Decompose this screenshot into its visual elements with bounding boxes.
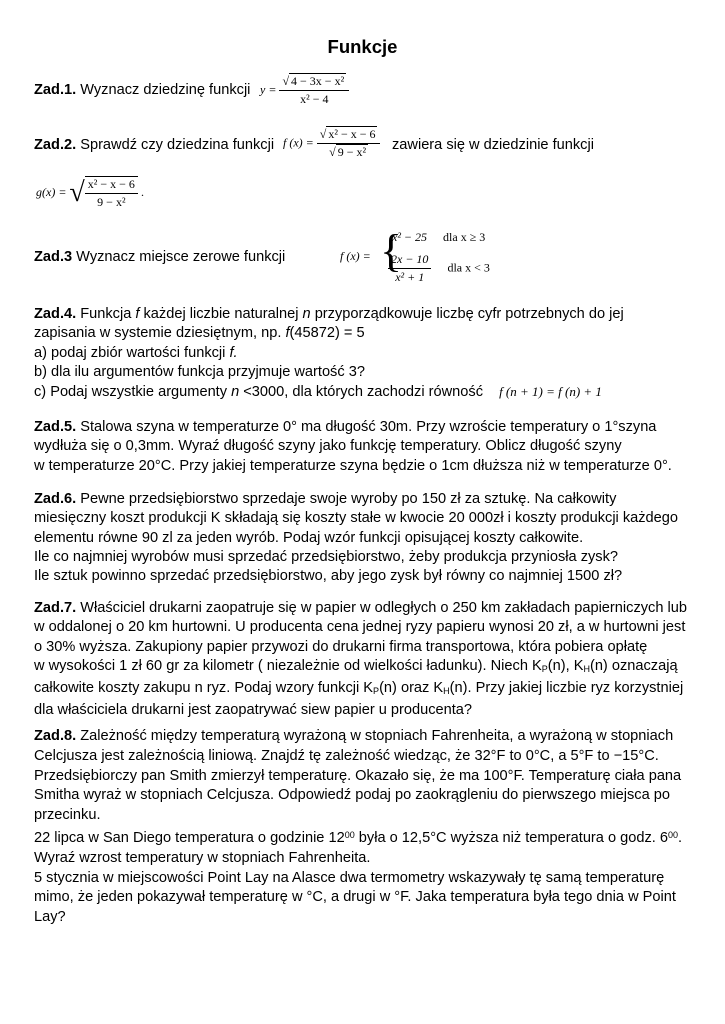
task-4-line-5n: n — [231, 384, 240, 401]
task-3-case-1-expr: x² − 25 — [392, 230, 428, 244]
task-3-brace: { — [380, 225, 403, 276]
task-2-label: Zad.2. — [34, 137, 77, 153]
task-6-line-5: Ile sztuk powinno sprzedać przedsiębiorstwo, aby jego zysk był równy co najmniej 1500 zł? — [34, 568, 623, 585]
task-7-line-5-sub-p: P — [373, 686, 380, 697]
task-7-line-5-sub-h: H — [443, 686, 450, 697]
task-3-label: Zad.3 — [34, 249, 73, 265]
task-5-line-3: w temperaturze 20°C. Przy jakiej temperaturze szyna będzie o 1cm dłuższa niż w temperaturze 0°. — [34, 457, 672, 474]
task-2-g-numerator: x² − x − 6 — [85, 177, 138, 194]
task-1-label: Zad.1. — [34, 82, 77, 98]
task-7-line-3: o 30% wyższa. Zakupiony papier przywozi do drukarni firma transportowa, która pobiera opłatę — [34, 638, 648, 655]
task-7-line-4a: w wysokości 1 zł 60 gr za kilometr ( niezależnie od wielkości ładunku). Niech K — [34, 657, 542, 674]
task-4 — [34, 305, 694, 402]
task-7-line-5b: (n) oraz K — [379, 680, 444, 697]
task-4-line-1f: f — [135, 306, 140, 322]
task-1-text: Wyznacz dziedzinę funkcji — [76, 82, 251, 98]
task-3-case-2-cond: dla x < 3 — [447, 260, 490, 275]
task-2-f-fraction: $\frac{\text{√ x² − x − 6}}{\text{√ 9 − x²}}$ — [317, 127, 381, 160]
task-4-line-2b: (45872) = 5 — [289, 325, 365, 342]
task-2-g-fraction — [85, 176, 138, 210]
task-1 — [34, 81, 694, 100]
task-6-line-2: miesięczny koszt produkcji K składają się koszty stałe w kwocie 20 000zł i koszty produkcji każdego — [34, 510, 679, 527]
task-8-line-4: Smitha wyraż w stopniach Celcjusza. Odpowiedź podaj po zaokrągleniu do pierwszego miejsca po — [34, 787, 670, 804]
task-4-line-1n: n — [302, 306, 311, 322]
task-7-line-4b: (n), K — [547, 657, 584, 674]
task-6-line-1: Pewne przedsiębiorstwo sprzedaje swoje wyroby po 150 zł za sztukę. Na całkowity — [76, 491, 617, 507]
task-3-case-1-cond: dla x ≥ 3 — [443, 230, 486, 244]
task-4-line-1b: każdej liczbie naturalnej — [139, 306, 303, 322]
task-8-line-2: Celcjusza jest zależnością liniową. Znajdź tę zależność wiedząc, że 32°F to 0°C, a 5°F to −15°C. — [34, 747, 659, 764]
task-8-line-6c: . — [678, 829, 683, 846]
task-2-dot: . — [140, 184, 144, 199]
task-1-numerator: 4 − 3x − x² — [291, 74, 345, 88]
task-4-line-4: b) dla ilu argumentów funkcja przyjmuje wartość 3? — [34, 363, 365, 380]
task-3-case-1 — [392, 230, 485, 245]
task-2-g-lhs: g(x) = — [36, 184, 67, 199]
task-8-line-7: Wyraź wzrost temperatury w stopniach Fahrenheita. — [34, 849, 371, 866]
task-8-label: Zad.8. — [34, 728, 77, 744]
task-2-g-formula: g(x) = √ $\frac{\text{x² − x − 6}}{\text{9 − x²}}$ . — [36, 177, 144, 209]
task-6 — [34, 490, 694, 586]
page-title: Funkcje — [327, 36, 398, 57]
task-2-f-lhs: f (x) = — [283, 135, 314, 150]
task-5-label: Zad.5. — [34, 419, 77, 435]
task-4-line-1c: przyporządkowuje liczbę cyfr potrzebnych do jej — [310, 306, 624, 322]
task-4-label: Zad.4. — [34, 306, 77, 322]
task-7-line-5c: (n). Przy jakiej liczbie ryz korzystniej — [449, 680, 684, 697]
task-8-line-3: Przedsiębiorczy pan Smith zmierzył temperaturę. Okazało się, że ma 100°F. Temperaturę ciała pana — [34, 767, 682, 784]
task-8-line-6-sup-2: 00 — [668, 829, 679, 840]
task-3-case-2 — [388, 252, 490, 285]
task-4-line-5a: c) Podaj wszystkie argumenty — [34, 384, 232, 401]
task-2-g-denominator: 9 − x² — [97, 195, 126, 209]
task-2-text: Sprawdź czy dziedzina funkcji — [76, 137, 275, 153]
task-7 — [34, 599, 694, 721]
task-1-lhs: y = — [260, 82, 277, 97]
task-1-denominator: x² − 4 — [300, 92, 329, 106]
task-2-text2: zawiera się w dziedzinie funkcji — [392, 137, 594, 153]
task-3-case-2-fraction — [388, 252, 431, 285]
task-6-line-4: Ile co najmniej wyrobów musi sprzedać przedsiębiorstwo, żeby produkcja przyniosła zysk? — [34, 548, 618, 565]
task-8-line-6-sup-1: 00 — [344, 829, 355, 840]
task-3-lhs-text: f (x) = — [340, 249, 371, 263]
task-7-line-6: dla właściciela drukarni jest zaopatrywać siew papier u producenta? — [34, 702, 473, 719]
task-4-line-1a: Funkcja — [76, 306, 136, 322]
task-7-line-2: w oddalonej o 20 km hurtowni. U producenta cena jednej ryzy papieru wynosi 20 zł, a w hurtowni jest — [34, 619, 686, 636]
task-1-formula — [260, 74, 349, 107]
task-6-label: Zad.6. — [34, 491, 77, 507]
task-2-f-numerator: x² − x − 6 — [328, 127, 376, 141]
task-5-line-1: Stalowa szyna w temperaturze 0° ma długość 30m. Przy wzroście temperatury o 1°szyna — [76, 419, 657, 435]
task-3-case-2-num: 2x − 10 — [388, 252, 431, 269]
task-8-line-8: 5 stycznia w miejscowości Point Lay na Alasce dwa termometry wskazywały tę samą temperaturę — [34, 869, 665, 886]
task-7-line-4-sub-p: P — [541, 663, 548, 674]
task-3-text: Wyznacz miejsce zerowe funkcji — [72, 249, 286, 265]
task-5-line-2: wydłuża się o 0,3mm. Wyraź długość szyny jako funkcję temperatury. Oblicz długość szyny — [34, 438, 622, 455]
task-3-lhs — [340, 249, 371, 264]
task-7-line-1: Właściciel drukarni zaopatruje się w papier w odległych o 250 km zakładach papierniczych lub — [76, 600, 687, 616]
task-8-line-10: Lay? — [34, 909, 66, 926]
task-7-line-4c: (n) oznaczają — [589, 657, 678, 674]
task-2-f-denominator: 9 − x² — [337, 145, 367, 159]
task-7-label: Zad.7. — [34, 600, 77, 616]
task-8 — [34, 727, 694, 928]
task-8-line-6b: była o 12,5°C wyższa niż temperatura o godz. 6 — [354, 829, 669, 846]
task-2-f-formula — [283, 127, 380, 160]
task-4-line-5b: <3000, dla których zachodzi równość — [239, 384, 483, 401]
task-1-fraction: $\frac{\text{√ 4 − 3x − x²}}{\text{x² − 4}}$ — [279, 74, 349, 107]
task-4-equation: f (n + 1) = f (n) + 1 — [499, 384, 602, 400]
task-8-line-5: przecinku. — [34, 807, 101, 824]
task-8-line-9: mimo, że jeden pokazywał temperaturę w °C, a drugi w °F. Jaka temperatura była tego dnia w Point — [34, 889, 676, 906]
task-6-line-3: elementu równe 90 zl za jeden wyrób. Podaj wzór funkcji opisującej koszty całkowite. — [34, 529, 584, 546]
task-3-case-2-den: x² + 1 — [395, 270, 425, 284]
task-4-line-2f: f — [285, 325, 290, 342]
task-7-line-4-sub-h: H — [583, 663, 590, 674]
task-8-line-6a: 22 lipca w San Diego temperatura o godzinie 12 — [34, 829, 345, 846]
task-5 — [34, 418, 694, 476]
task-4-line-3f: f. — [229, 344, 238, 361]
task-4-line-2a: zapisania w systemie dziesiętnym, np. — [34, 325, 286, 342]
task-4-line-3a: a) podaj zbiór wartości funkcji — [34, 344, 230, 361]
task-8-line-1: Zależność między temperaturą wyrażoną w stopniach Fahrenheita, a wyrażoną w stopniach — [76, 728, 674, 744]
task-7-line-5a: całkowite koszty zakupu n ryz. Podaj wzory funkcji K — [34, 680, 374, 697]
